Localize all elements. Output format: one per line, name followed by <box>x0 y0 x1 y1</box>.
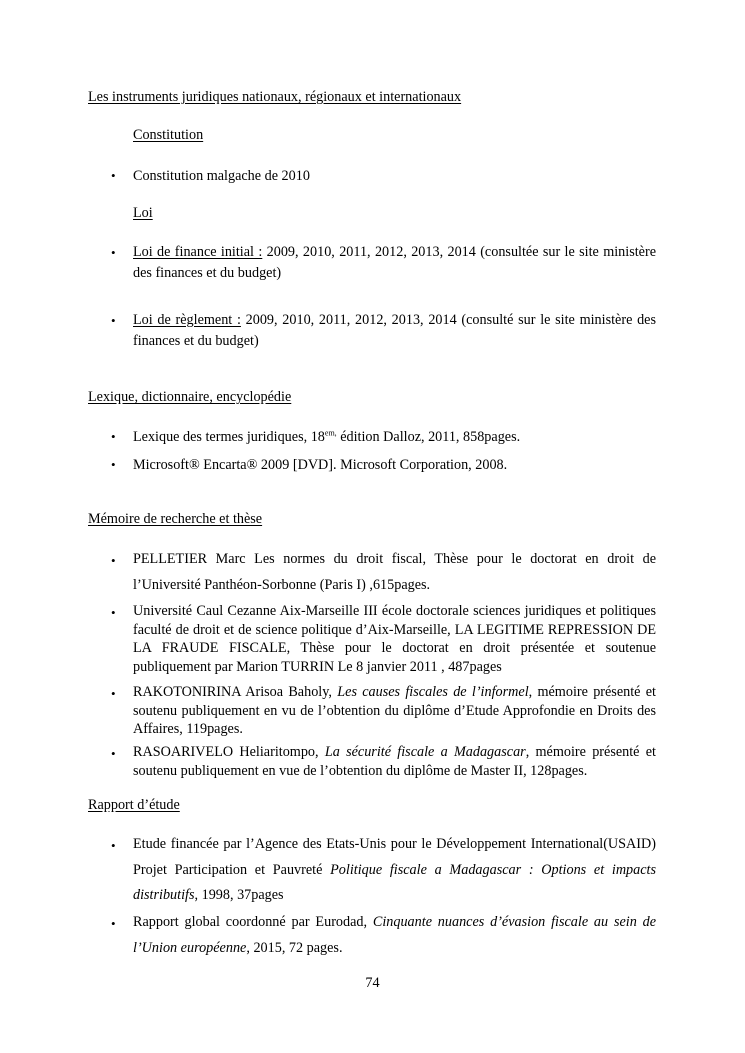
section-title-instruments: Les instruments juridiques nationaux, régionaux et internationaux <box>88 89 462 105</box>
list-item-constitution: Constitution malgache de 2010 <box>133 168 310 184</box>
bullet-icon: • <box>111 746 116 761</box>
list-item-eurodad <box>133 910 656 961</box>
item-text: RASOARIVELO Heliaritompo, <box>133 744 325 760</box>
list-item-lexique <box>133 427 656 448</box>
list-item-usaid <box>133 832 656 909</box>
list-item-encarta: Microsoft® Encarta® 2009 [DVD]. Microsoft Corporation, 2008. <box>133 457 508 473</box>
section-title-rapport: Rapport d’étude <box>88 797 180 813</box>
item-text: édition Dalloz, 2011, 858pages. <box>336 429 521 445</box>
item-text: , 1998, 37pages <box>194 887 284 903</box>
list-item-loi-reglement <box>133 310 656 352</box>
page-number: 74 <box>365 975 380 991</box>
section-title-lexique: Lexique, dictionnaire, encyclopédie <box>88 389 292 405</box>
subheading-loi: Loi <box>133 205 153 221</box>
bullet-icon: • <box>111 245 116 260</box>
list-item-turrin: Université Caul Cezanne Aix-Marseille III école doctorale sciences juridiques et politiques faculté de droit et de science politique d’Aix-Marseille, LA LEGITIME REPRESSION DE LA FRAUDE FISCALE, Thèse pour le doctorat en droit présentée et soutenue publiquement par Marion TURRIN Le 8 janvier 2011 , 487pages <box>133 603 656 675</box>
item-text: Lexique des termes juridiques, 18 <box>133 429 325 445</box>
list-item-rasoarivelo <box>133 743 656 780</box>
item-text: , mémoire présenté et soutenu publiquement en vue de l’obtention du diplôme de Master II, 128pages. <box>133 744 656 779</box>
item-text: 2009, 2010, 2011, 2012, 2013, 2014 (consultée sur le site ministère des finances et du budget) <box>133 244 656 281</box>
item-text: Etude financée par l’Agence des Etats-Unis pour le Développement International(USAID) Projet Participation et Pauvreté <box>133 836 656 878</box>
list-item-rakotonirina <box>133 683 656 739</box>
item-label: Loi de règlement : <box>133 312 241 328</box>
list-item-loi-finance <box>133 242 656 284</box>
item-text: , mémoire présenté et soutenu publiquement en vu de l’obtention du diplôme d’Etude Approfondie en Droits des Affaires, 119pages. <box>133 684 656 738</box>
item-superscript: em, <box>324 428 337 438</box>
item-title: Politique fiscale a Madagascar : Options et impacts distributifs <box>133 861 657 903</box>
item-title: Les causes fiscales de l’informel <box>337 684 529 700</box>
item-text: Rapport global coordonné par Eurodad, <box>133 914 373 930</box>
bullet-icon: • <box>111 313 116 328</box>
bullet-icon: • <box>111 168 116 183</box>
item-text: 2009, 2010, 2011, 2012, 2013, 2014 (consulté sur le site ministère des finances et du budget) <box>133 312 656 349</box>
list-item-pelletier: PELLETIER Marc Les normes du droit fiscal, Thèse pour le doctorat en droit de l’Université Panthéon-Sorbonne (Paris I) ,615pages. <box>133 551 656 593</box>
section-title-memoire: Mémoire de recherche et thèse <box>88 511 263 527</box>
bullet-icon: • <box>111 457 116 472</box>
item-label: Loi de finance initial : <box>133 244 263 260</box>
item-title: La sécurité fiscale a Madagascar <box>324 744 526 760</box>
item-text: , 2015, 72 pages. <box>246 939 343 956</box>
bullet-icon: • <box>111 838 116 853</box>
bullet-icon: • <box>111 553 116 568</box>
item-title: Cinquante nuances d’évasion fiscale au sein de l’Union européenne <box>133 914 657 956</box>
bullet-icon: • <box>111 605 116 620</box>
bullet-icon: • <box>111 429 116 444</box>
subheading-constitution: Constitution <box>133 127 204 143</box>
bullet-icon: • <box>111 916 116 931</box>
item-text: RAKOTONIRINA Arisoa Baholy, <box>133 684 338 700</box>
bullet-icon: • <box>111 686 116 701</box>
